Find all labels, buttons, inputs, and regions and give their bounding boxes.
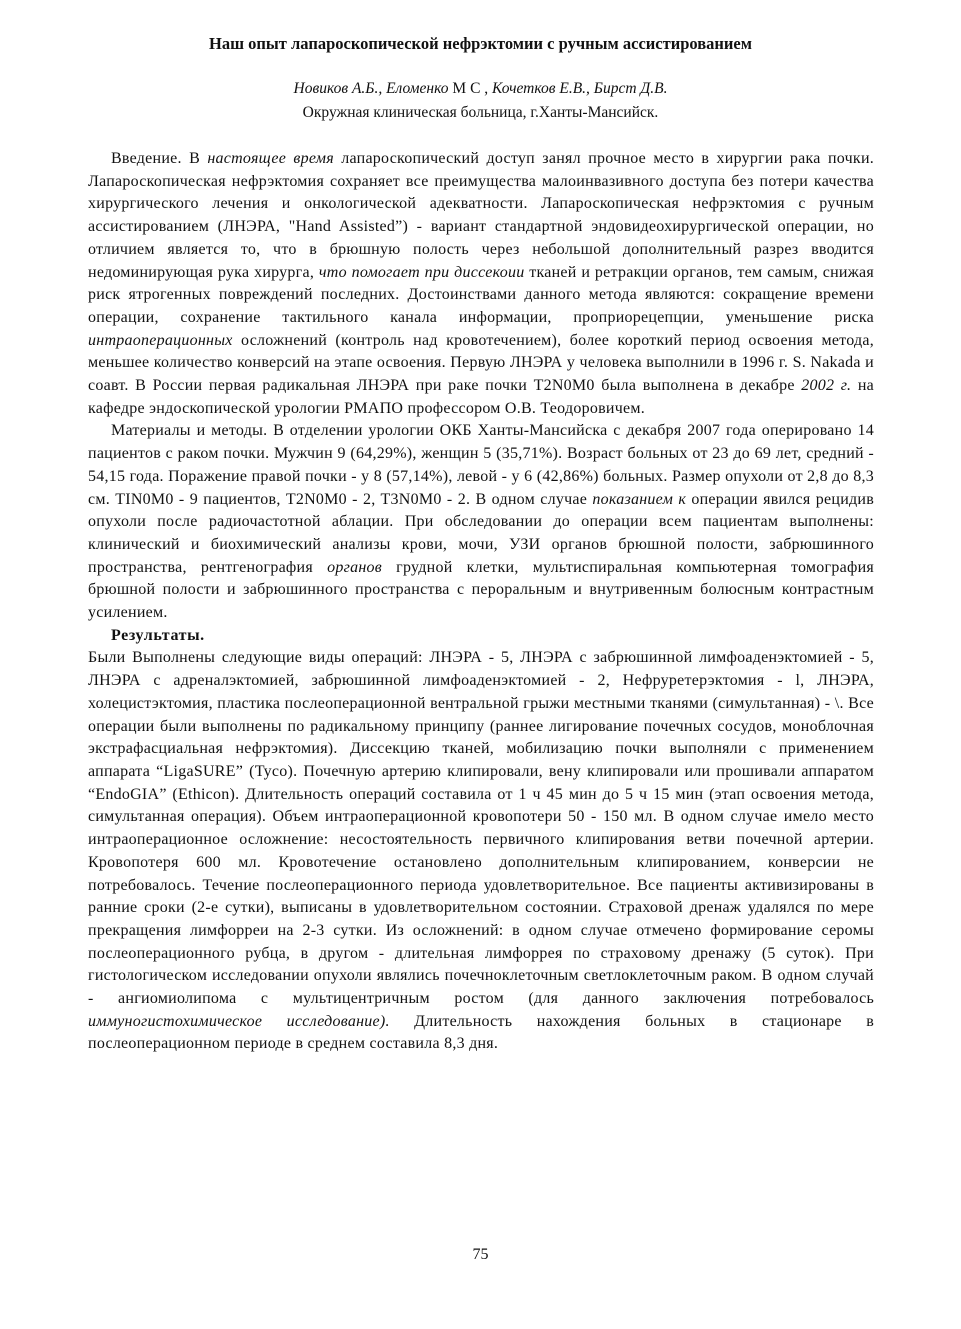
intro-italic: интраоперационных (88, 331, 233, 349)
results-italic: иммуногистохимическое исследование). (88, 1012, 390, 1030)
intro-text: лапароскопический доступ занял прочное место в хирургии рака почки. Лапароскопическая нефрэктомия сохраняет все преимущества малоинвазивного доступа без потери качества хирургического лечения и онкологической адекватности. Лапароскопическая нефрэктомия с ручным ассистированием (ЛНЭРА, "Hand Assisted”) - вариант стандартной эндовидеохирургической операции, но отличием является то, что в брюшную полость через небольшой дополнительный разрез вводится недоминирующая рука хирурга, (88, 150, 874, 281)
intro-text: осложнений (контроль над кровотечением), более короткий период освоения метода, меньшее количество конверсий на этапе освоения. Первую ЛНЭРА у человека выполнили в 1996 г. S. Nakada и соавт. В России первая радикальная ЛНЭРА при раке почки T2N0M0 была выполнена в декабре (88, 331, 874, 395)
intro-italic: что помогает при диссекоии (318, 263, 525, 281)
intro-text: Введение. В (111, 150, 208, 167)
methods-italic: показанием к (592, 490, 687, 508)
page-number: 75 (472, 1246, 489, 1263)
author-4: Бирст Д.В. (593, 80, 668, 97)
methods-text: грудной клетки, мультиспиральная компьютерная томография брюшной полости и забрюшинного пространства с пероральным и внутривенным болюсным контрастным усилением. (88, 558, 874, 622)
intro-text: на кафедре эндоскопической урологии РМАПО профессором О.В. Теодоровичем. (88, 377, 874, 417)
results-heading: Результаты. (111, 626, 205, 644)
authors-line (0, 79, 961, 99)
article-title: Наш опыт лапароскопической нефрэктомии с ручным ассистированием (209, 34, 752, 53)
methods-italic: органов (327, 558, 382, 576)
intro-italic: настоящее время (207, 150, 334, 167)
author-1: Новиков А.Б., (293, 80, 383, 97)
results-text: Длительность нахождения больных в стационаре в послеоперационном периоде в среднем составила 8,3 дня. (88, 1012, 874, 1053)
article-body (88, 148, 874, 1056)
affiliation: Окружная клиническая больница, г.Ханты-Мансийск. (302, 104, 659, 121)
author-3: Кочетков Е.В., (492, 80, 590, 97)
author-2: Еломенко (386, 80, 449, 97)
results-paragraph (88, 647, 874, 1056)
intro-paragraph (88, 148, 874, 420)
author-2-initials: М С , (452, 80, 489, 97)
methods-text: Материалы и методы. В отделении урологии ОКБ Ханты-Мансийска с декабря 2007 года оперировано 14 пациентов с раком почки. Мужчин 9 (64,29%), женщин 5 (35,71%). Возраст больных от 23 до 69 лет, средний - 54,15 года. Поражение правой почки - у 8 (57,14%), левой - у 6 (42,86%) больных. Размер опухоли от 2,8 до 8,3 см. TIN0M0 - 9 пациентов, T2N0M0 - 2, T3N0M0 - 2. В одном случае (88, 422, 874, 508)
intro-italic: 2002 г. (801, 377, 852, 395)
methods-text: операции явился рецидив опухоли после радиочастотной аблации. При обследовании до операции всем пациентам выполнены: клинический и биохимический анализы крови, мочи, УЗИ органов брюшной полости, забрюшинного пространства, рентгенография (88, 490, 875, 576)
results-text: Были Выполнены следующие виды операций: ЛНЭРА - 5, ЛНЭРА с забрюшинной лимфоаденэктомией - 5, ЛНЭРА с адреналэктомией, забрюшинной лимфоаденэктомией - 2, Нефруретерэктомия - l, ЛНЭРА, холецистэктомия, пластика послеоперационной вентральной грыжи местными тканями (симультанная) - \. Все операции были выполнены по радикальному принципу (раннее лигирование почечных сосудов, моноблочная экстрафасциальная нефрэктомия). Диссекцию тканей, мобилизацию почки выполняли с применением аппарата “LigaSURE” (Tyco). Почечную артерию клипировали, вену клипировали или прошивали аппаратом “EndoGIA” (Ethicon). Длительность операций составила от 1 ч 45 мин до 5 ч 15 мин (этап освоения метода, симультанная операция). Объем интраоперационной кровопотери 50 - 150 мл. В одном случае имело место интраоперационное осложнение: несостоятельность первичного клипирования ветви почечной артерии. Кровопотеря 600 мл. Кровотечение остановлено дополнительным клипированием, конверсии не потребовалось. Течение послеоперационного периода удовлетворительное. Все пациенты активизированы в ранние сроки (2-е сутки), выписаны в удовлетворительном состоянии. Страховой дренаж удалялся по мере прекращения лимфорреи на 2-3 сутки. Из осложнений: в одном случае отмечено формирование серомы послеоперационного рубца, в другом - длительная лимфоррея по страховому дренажу (5 суток). При гистологическом исследовании опухоли являлись почечноклеточным светлоклеточным раком. В одном случай - ангиомиолипома с мультицентричным ростом (для данного заключения потребовалось (88, 649, 874, 1008)
methods-paragraph (88, 420, 874, 624)
intro-text: тканей и ретракции органов, тем самым, снижая риск ятрогенных повреждений последних. Достоинствами данного метода являются: сокращение времени операции, сохранение тактильного канала информации, проприорецепции, уменьшение риска (88, 263, 875, 326)
